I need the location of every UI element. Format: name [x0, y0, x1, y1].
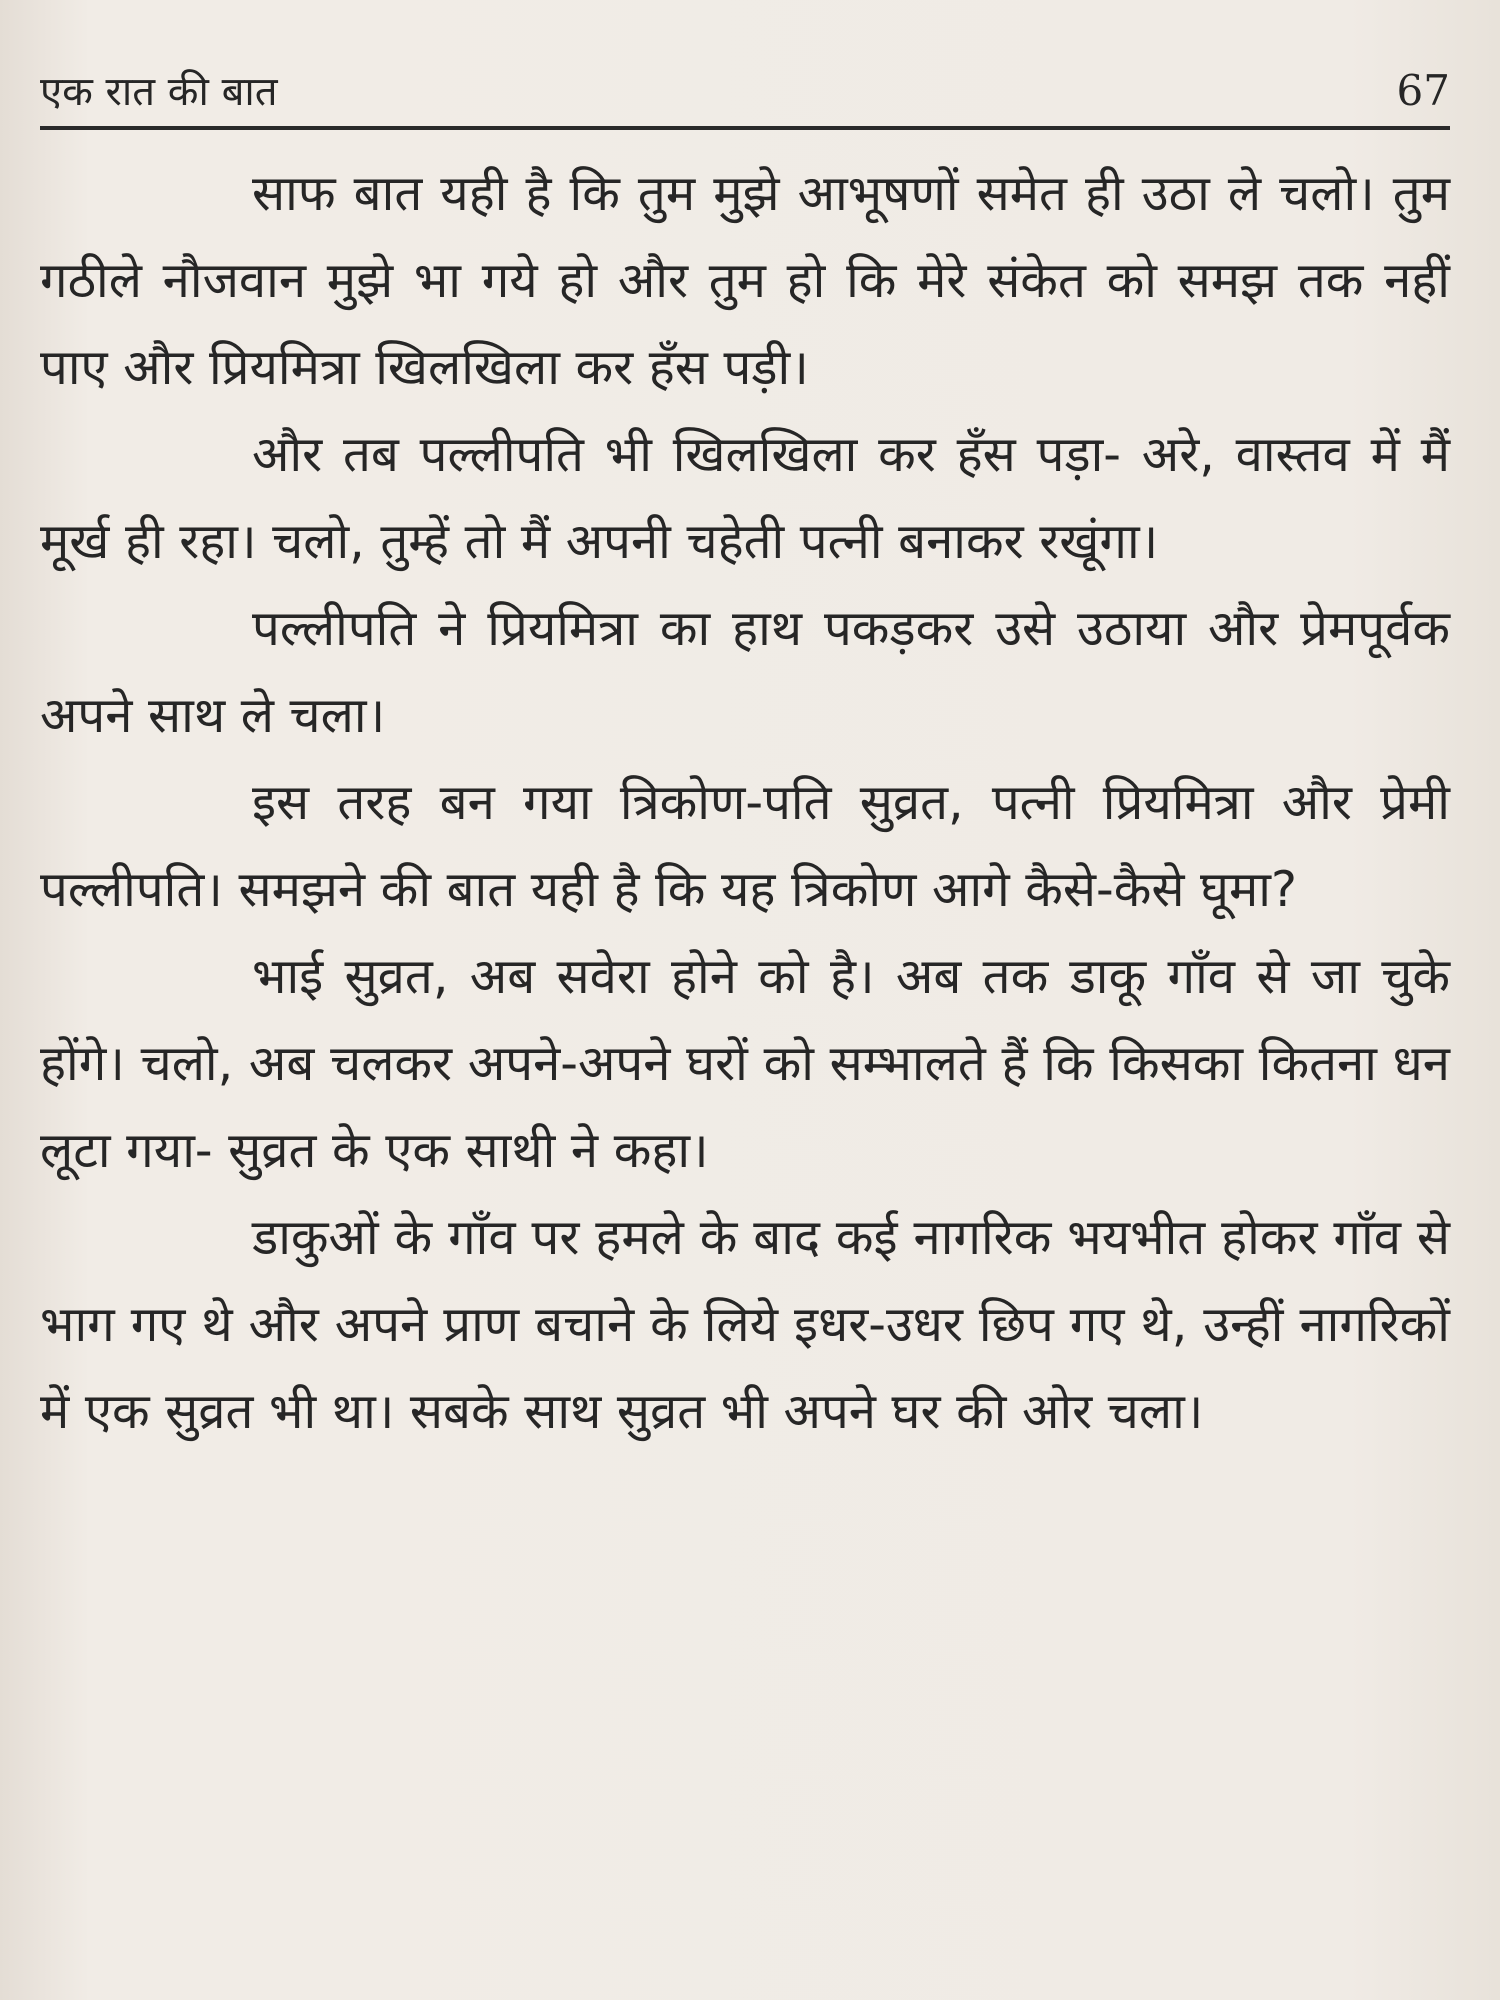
page-number: 67: [1396, 66, 1450, 115]
paragraph: पल्लीपति ने प्रियमित्रा का हाथ पकड़कर उसे उठाया और प्रेमपूर्वक अपने साथ ले चला।: [40, 600, 1450, 744]
paragraph: डाकुओं के गाँव पर हमले के बाद कई नागरिक भयभीत होकर गाँव से भाग गए थे और अपने प्राण बचाने के लिये इधर-उधर छिप गए थे, उन्हीं नागरिकों में एक सुव्रत भी था। सबके साथ सुव्रत भी अपने घर की ओर चला।: [40, 1209, 1450, 1440]
paragraph: भाई सुव्रत, अब सवेरा होने को है। अब तक डाकू गाँव से जा चुके होंगे। चलो, अब चलकर अपने-अपने घरों को सम्भालते हैं कि किसका कितना धन लूटा गया- सुव्रत के एक साथी ने कहा।: [40, 948, 1450, 1179]
book-title: एक रात की बात: [40, 69, 278, 115]
header-rule: [40, 126, 1450, 130]
paragraph: और तब पल्लीपति भी खिलखिला कर हँस पड़ा- अरे, वास्तव में मैं मूर्ख ही रहा। चलो, तुम्हें तो मैं अपनी चहेती पत्नी बनाकर रखूंगा।: [40, 426, 1450, 570]
paragraph: साफ बात यही है कि तुम मुझे आभूषणों समेत ही उठा ले चलो। तुम गठीले नौजवान मुझे भा गये हो और तुम हो कि मेरे संकेत को समझ तक नहीं पाए और प्रियमित्रा खिलखिला कर हँस पड़ी।: [40, 165, 1450, 396]
body-text: [40, 150, 1450, 1455]
paragraph: इस तरह बन गया त्रिकोण-पति सुव्रत, पत्नी प्रियमित्रा और प्रेमी पल्लीपति। समझने की बात यही है कि यह त्रिकोण आगे कैसे-कैसे घूमा?: [40, 774, 1450, 918]
running-head: [40, 62, 1450, 117]
